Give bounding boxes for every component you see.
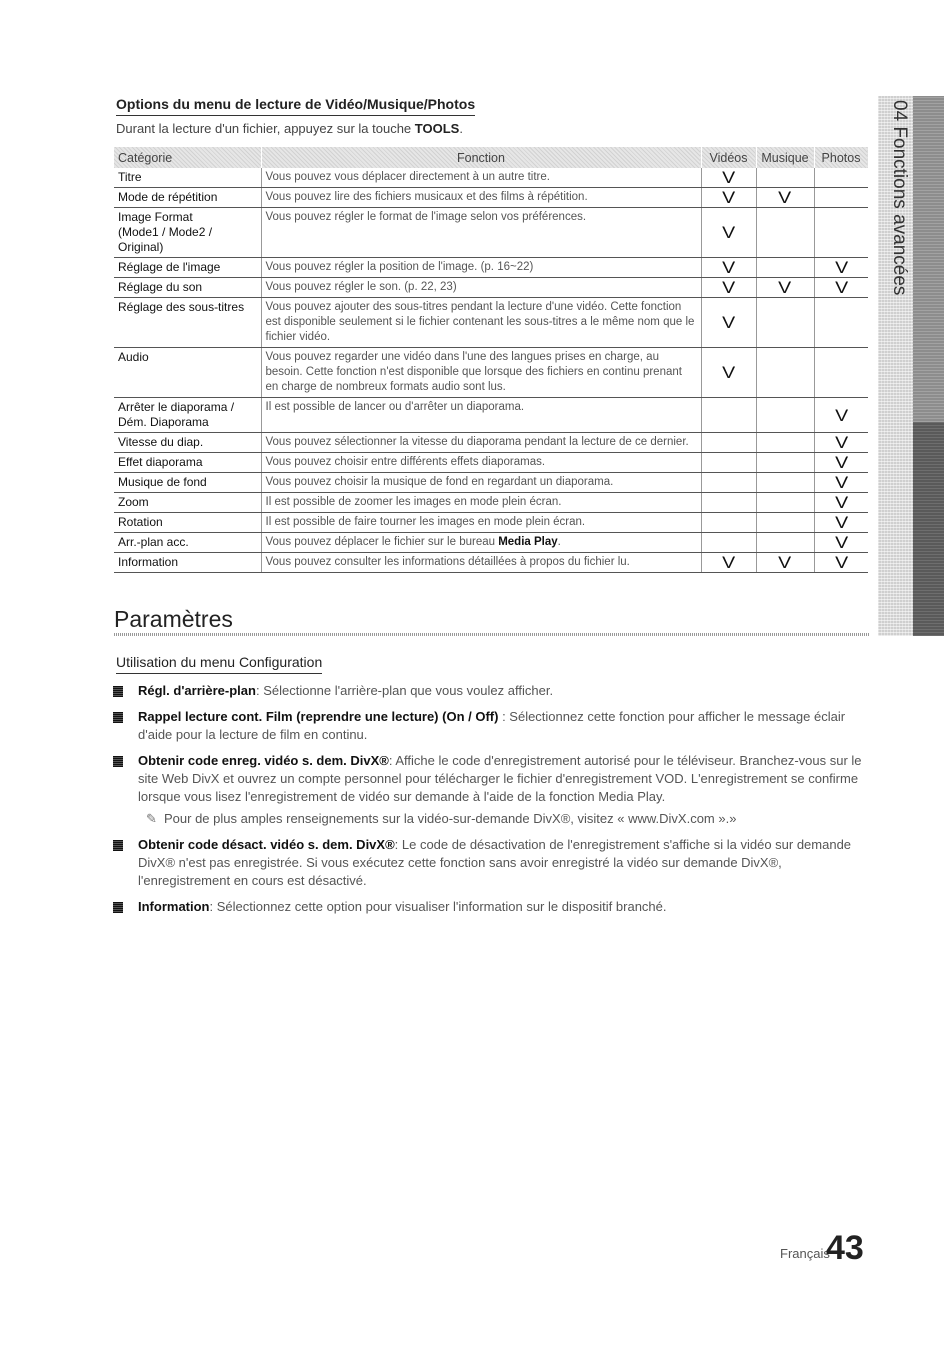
header-music: Musique [756, 147, 814, 168]
row-music-cell [756, 493, 814, 513]
check-mark-icon: V [721, 223, 736, 242]
chapter-side-tab-label: 04 Fonctions avancées [889, 100, 910, 296]
check-mark-icon: V [721, 363, 736, 382]
footer-language: Français [780, 1246, 830, 1261]
table-row [114, 433, 868, 453]
configuration-list [113, 682, 871, 924]
row-category [114, 473, 261, 493]
row-videos-cell [701, 453, 756, 473]
row-music-cell [756, 258, 814, 278]
check-mark-icon: V [834, 533, 848, 552]
row-category [114, 278, 261, 298]
page-number: 43 [826, 1229, 864, 1267]
row-category [114, 208, 261, 258]
row-category [114, 298, 261, 348]
row-category [114, 398, 261, 433]
row-photos-cell [814, 168, 868, 188]
row-category-text: Vitesse du diap. [118, 435, 204, 449]
table-row [114, 258, 868, 278]
check-mark-icon: V [721, 278, 736, 297]
check-mark-icon: V [834, 513, 848, 532]
table-row [114, 208, 868, 258]
item-description: : Sélectionne l'arrière-plan que vous voulez afficher. [255, 683, 554, 698]
row-videos-cell [701, 168, 756, 188]
bullet-square-icon [113, 712, 123, 723]
row-music-cell [756, 298, 814, 348]
row-music-cell [756, 513, 814, 533]
row-function-text: Vous pouvez régler la position de l'image. (p. 16~22) [265, 261, 534, 273]
row-category-text: Réglage des sous-titres [118, 300, 245, 314]
options-section-heading: Options du menu de lecture de Vidéo/Musique/Photos [116, 96, 475, 116]
item-title: Régl. d'arrière-plan [138, 683, 256, 698]
row-music-cell [756, 473, 814, 493]
row-function [261, 553, 701, 573]
check-mark-icon: V [721, 188, 736, 207]
header-videos: Vidéos [701, 147, 756, 168]
row-videos-cell [701, 258, 756, 278]
row-function-text: Vous pouvez regarder une vidéo dans l'une des langues prises en charge, au besoin. Cette fonction n'est disponible que lorsque des fichiers en continu prenant en charge de nombreux formats audio sont lus. [265, 351, 682, 393]
row-videos-cell [701, 473, 756, 493]
row-music-cell [756, 433, 814, 453]
row-category-text: Effet diaporama [118, 455, 203, 469]
row-function-text: Il est possible de faire tourner les images en mode plein écran. [265, 516, 586, 528]
row-category-text: Arr.-plan acc. [118, 535, 189, 549]
table-row [114, 398, 868, 433]
row-videos-cell [701, 433, 756, 453]
row-category [114, 533, 261, 553]
row-function [261, 348, 701, 398]
table-row [114, 348, 868, 398]
header-photos: Photos [814, 147, 868, 168]
row-category-text: Arrêter le diaporama / Dém. Diaporama [118, 400, 235, 429]
list-item [113, 898, 871, 916]
check-mark-icon: V [721, 258, 736, 277]
check-mark-icon: V [834, 278, 848, 297]
row-function-text: Vous pouvez vous déplacer directement à un autre titre. [265, 171, 550, 183]
row-photos-cell [814, 298, 868, 348]
row-category [114, 553, 261, 573]
item-title: Obtenir code désact. vidéo s. dem. DivX® [138, 837, 395, 852]
row-videos-cell [701, 533, 756, 553]
bullet-square-icon [113, 840, 123, 851]
row-function [261, 258, 701, 278]
row-photos-cell [814, 258, 868, 278]
row-music-cell [756, 553, 814, 573]
row-function [261, 453, 701, 473]
chapter-side-tab-upper [913, 96, 944, 422]
row-function-text: Vous pouvez sélectionner la vitesse du diaporama pendant la lecture de ce dernier. [265, 436, 689, 448]
table-row [114, 533, 868, 553]
row-music-cell [756, 398, 814, 433]
row-function-suffix: . [557, 536, 561, 548]
row-function-text: Vous pouvez choisir entre différents effets diaporamas. [265, 456, 546, 468]
check-mark-icon: V [721, 553, 736, 572]
check-mark-icon: V [834, 553, 848, 572]
row-videos-cell [701, 493, 756, 513]
row-category-text: Zoom [118, 495, 149, 509]
table-row [114, 188, 868, 208]
row-category-text: Mode de répétition [118, 190, 218, 204]
item-note [138, 810, 871, 828]
row-function-text: Vous pouvez choisir la musique de fond en regardant un diaporama. [265, 476, 614, 488]
row-category-text: Titre [118, 170, 142, 184]
row-category [114, 348, 261, 398]
list-item [113, 708, 871, 744]
row-videos-cell [701, 513, 756, 533]
row-photos-cell [814, 348, 868, 398]
row-photos-cell [814, 188, 868, 208]
row-videos-cell [701, 208, 756, 258]
table-header-row [114, 147, 868, 168]
row-function [261, 533, 701, 553]
item-title: Obtenir code enreg. vidéo s. dem. DivX® [138, 753, 389, 768]
row-videos-cell [701, 348, 756, 398]
item-description: : Sélectionnez cette option pour visualiser l'information sur le dispositif branché. [209, 899, 667, 914]
row-function [261, 298, 701, 348]
row-category [114, 433, 261, 453]
item-description: : Sélectionnez cette fonction pour afficher le message éclair d'aide pour la lecture de film en continu. [138, 709, 846, 742]
bullet-square-icon [113, 756, 123, 767]
row-music-cell [756, 348, 814, 398]
row-videos-cell [701, 298, 756, 348]
table-row [114, 513, 868, 533]
row-photos-cell [814, 513, 868, 533]
note-text: Pour de plus amples renseignements sur la vidéo-sur-demande DivX®, visitez « www.DivX.com ».» [164, 811, 737, 826]
table-row [114, 553, 868, 573]
row-category [114, 513, 261, 533]
row-category-text: Musique de fond [118, 475, 207, 489]
table-row [114, 473, 868, 493]
row-category [114, 453, 261, 473]
row-function [261, 208, 701, 258]
row-function-emphasis: Media Play [498, 536, 558, 548]
row-photos-cell [814, 453, 868, 473]
table-row [114, 493, 868, 513]
playback-options-table [114, 147, 869, 573]
row-function [261, 493, 701, 513]
row-category-text: Information [118, 555, 179, 569]
row-function [261, 473, 701, 493]
row-function [261, 433, 701, 453]
row-photos-cell [814, 533, 868, 553]
check-mark-icon: V [834, 473, 848, 492]
row-photos-cell [814, 473, 868, 493]
check-mark-icon: V [721, 313, 736, 332]
bullet-square-icon [113, 686, 123, 697]
row-videos-cell [701, 188, 756, 208]
row-music-cell [756, 453, 814, 473]
row-music-cell [756, 168, 814, 188]
row-function [261, 188, 701, 208]
row-function-text: Il est possible de zoomer les images en mode plein écran. [265, 496, 562, 508]
chapter-side-tab-marker [913, 422, 944, 636]
row-music-cell [756, 208, 814, 258]
table-row [114, 168, 868, 188]
row-photos-cell [814, 278, 868, 298]
row-function [261, 398, 701, 433]
list-item [113, 682, 871, 700]
row-videos-cell [701, 553, 756, 573]
check-mark-icon: V [778, 553, 792, 572]
options-intro: Durant la lecture d'un fichier, appuyez sur la touche TOOLS. [116, 121, 463, 136]
parametres-title: Paramètres [114, 606, 233, 632]
note-pencil-icon: ✎ [146, 811, 157, 826]
bullet-square-icon [113, 902, 123, 913]
row-photos-cell [814, 553, 868, 573]
check-mark-icon: V [778, 188, 792, 207]
list-item [113, 752, 871, 828]
row-function-text: Vous pouvez régler le format de l'image selon vos préférences. [265, 211, 587, 223]
check-mark-icon: V [834, 453, 848, 472]
row-function [261, 278, 701, 298]
row-category-text: Réglage du son [118, 280, 203, 294]
item-title: Information [138, 899, 210, 914]
row-category-text: Image Format (Mode1 / Mode2 / Original) [118, 210, 213, 254]
check-mark-icon: V [778, 278, 792, 297]
row-music-cell [756, 188, 814, 208]
row-function [261, 513, 701, 533]
item-title: Rappel lecture cont. Film (reprendre une lecture) (On / Off) [138, 709, 499, 724]
row-music-cell [756, 533, 814, 553]
table-body [114, 168, 868, 573]
row-category [114, 493, 261, 513]
row-function-text: Vous pouvez régler le son. (p. 22, 23) [265, 281, 457, 293]
row-videos-cell [701, 398, 756, 433]
page-footer [780, 1229, 872, 1269]
row-photos-cell [814, 493, 868, 513]
row-photos-cell [814, 433, 868, 453]
row-function-text: Vous pouvez ajouter des sous-titres pendant la lecture d'une vidéo. Cette fonction est disponible seulement si le fichier contenant les sous-titres a le même nom que le fichier vidéo. [265, 301, 695, 343]
check-mark-icon: V [721, 168, 736, 187]
row-function [261, 168, 701, 188]
header-function: Fonction [261, 147, 701, 168]
row-music-cell [756, 278, 814, 298]
row-function-text: Vous pouvez lire des fichiers musicaux et des films à répétition. [265, 191, 588, 203]
check-mark-icon: V [834, 258, 848, 277]
check-mark-icon: V [834, 493, 848, 512]
row-category [114, 258, 261, 278]
parametres-divider [114, 633, 870, 636]
check-mark-icon: V [834, 405, 848, 425]
row-videos-cell [701, 278, 756, 298]
row-function-text: Il est possible de lancer ou d'arrêter un diaporama. [265, 401, 525, 413]
row-category [114, 188, 261, 208]
table-row [114, 298, 868, 348]
table-row [114, 453, 868, 473]
item-description: : Affiche le code d'enregistrement autorisé pour le téléviseur. Branchez-vous sur le site Web DivX et ouvrez un compte personnel pour télécharger le fichier d'enregistrement VOD. L'enregistrement se confirme lorsque vous lisez l'enregistrement de vidéo sur demande à l'aide de la fonction Media Play. [138, 753, 862, 804]
list-item [113, 836, 871, 890]
row-function-text: Vous pouvez consulter les informations détaillées à propos du fichier lu. [265, 556, 630, 568]
row-category [114, 168, 261, 188]
row-category-text: Réglage de l'image [118, 260, 221, 274]
row-category-text: Audio [118, 350, 149, 364]
header-category: Catégorie [114, 147, 261, 168]
row-photos-cell [814, 398, 868, 433]
configuration-subheading: Utilisation du menu Configuration [116, 654, 322, 674]
row-function-text: Vous pouvez déplacer le fichier sur le bureau [265, 536, 499, 548]
row-category-text: Rotation [118, 515, 163, 529]
row-photos-cell [814, 208, 868, 258]
table-row [114, 278, 868, 298]
check-mark-icon: V [834, 433, 848, 452]
item-description: : Le code de désactivation de l'enregistrement s'affiche si la vidéo sur demande DivX® n'est pas enregistrée. Si vous exécutez cette fonction sans avoir enregistré la vidéo sur demande DivX®, l'enregistrement en cours est désactivé. [138, 837, 852, 888]
